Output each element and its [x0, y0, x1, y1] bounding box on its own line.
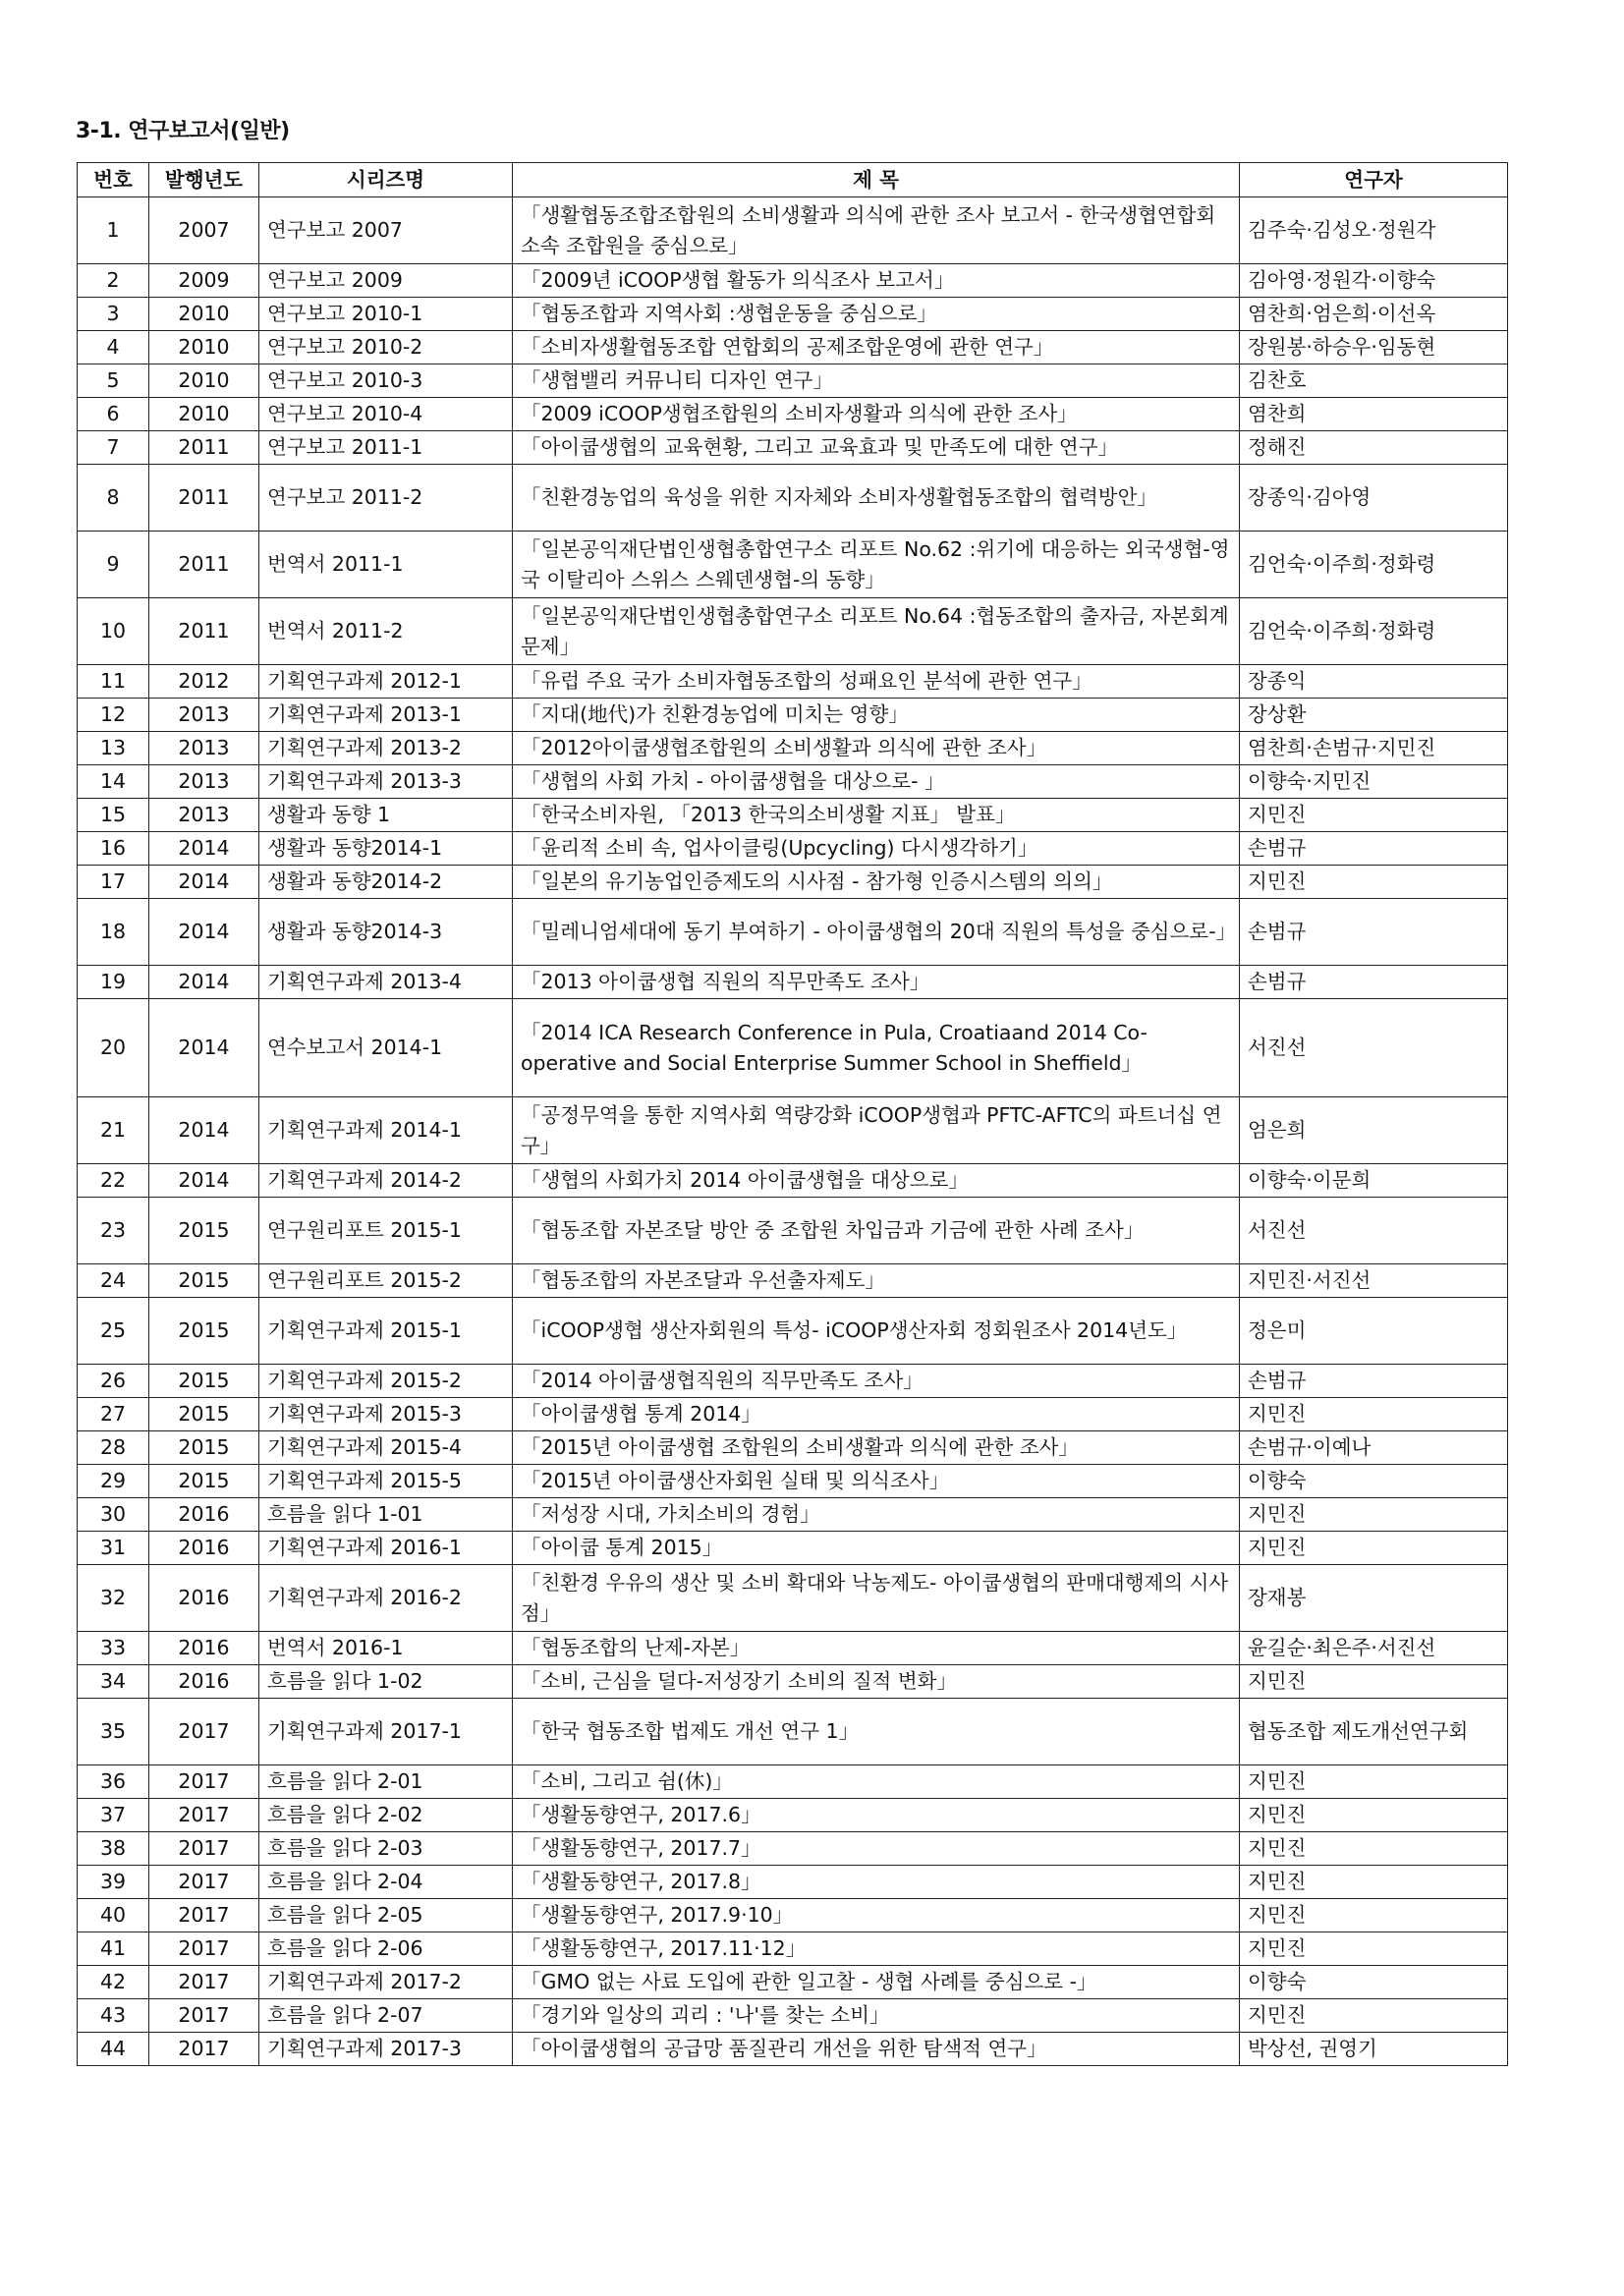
row-title: 「생활동향연구, 2017.8」: [513, 1866, 1240, 1899]
row-year: 2014: [149, 866, 259, 899]
row-number: 12: [78, 699, 149, 732]
row-number: 16: [78, 832, 149, 866]
row-number: 28: [78, 1431, 149, 1465]
row-author: 이향숙·이문희: [1240, 1164, 1508, 1198]
row-number: 5: [78, 364, 149, 398]
row-number: 38: [78, 1832, 149, 1866]
row-series: 흐름을 읽다 1-02: [259, 1665, 513, 1699]
row-year: 2017: [149, 1966, 259, 1999]
row-year: 2017: [149, 1765, 259, 1799]
row-title: 「경기와 일상의 괴리 : '나'를 찾는 소비」: [513, 1999, 1240, 2033]
table-row: [78, 1966, 1508, 1999]
row-number: 9: [78, 532, 149, 598]
row-series: 기획연구과제 2013-1: [259, 699, 513, 732]
row-year: 2016: [149, 1498, 259, 1532]
table-row: [78, 832, 1508, 866]
row-author: 지민진: [1240, 1899, 1508, 1932]
table-row: [78, 264, 1508, 298]
row-number: 35: [78, 1699, 149, 1765]
row-author: 이향숙: [1240, 1966, 1508, 1999]
row-author: 정해진: [1240, 431, 1508, 465]
row-series: 기획연구과제 2016-1: [259, 1532, 513, 1565]
row-number: 40: [78, 1899, 149, 1932]
row-year: 2013: [149, 699, 259, 732]
row-year: 2015: [149, 1465, 259, 1498]
row-author: 김찬호: [1240, 364, 1508, 398]
row-year: 2015: [149, 1298, 259, 1365]
row-year: 2013: [149, 799, 259, 832]
row-title: 「2014 ICA Research Conference in Pula, Croatiaand 2014 Co-operative and Social Enterprise Summer School in Sheffield」: [513, 999, 1240, 1097]
row-title: 「소비자생활협동조합 연합회의 공제조합운영에 관한 연구」: [513, 331, 1240, 364]
row-number: 22: [78, 1164, 149, 1198]
table-row: [78, 1164, 1508, 1198]
row-title: 「2009 iCOOP생협조합원의 소비자생활과 의식에 관한 조사」: [513, 398, 1240, 431]
row-year: 2013: [149, 732, 259, 765]
row-series: 흐름을 읽다 2-02: [259, 1799, 513, 1832]
row-author: 이향숙: [1240, 1465, 1508, 1498]
row-series: 번역서 2016-1: [259, 1632, 513, 1665]
row-number: 43: [78, 1999, 149, 2033]
row-year: 2011: [149, 598, 259, 665]
row-title: 「소비, 그리고 쉼(休)」: [513, 1765, 1240, 1799]
row-author: 김아영·정원각·이향숙: [1240, 264, 1508, 298]
row-year: 2017: [149, 1799, 259, 1832]
row-series: 기획연구과제 2013-2: [259, 732, 513, 765]
row-title: 「2015년 아이쿱생협 조합원의 소비생활과 의식에 관한 조사」: [513, 1431, 1240, 1465]
row-title: 「생협의 사회가치 2014 아이쿱생협을 대상으로」: [513, 1164, 1240, 1198]
row-year: 2014: [149, 832, 259, 866]
row-author: 지민진: [1240, 799, 1508, 832]
table-row: [78, 364, 1508, 398]
row-title: 「친환경농업의 육성을 위한 지자체와 소비자생활협동조합의 협력방안」: [513, 465, 1240, 532]
row-title: 「저성장 시대, 가치소비의 경험」: [513, 1498, 1240, 1532]
table-row: [78, 532, 1508, 598]
row-author: 이향숙·지민진: [1240, 765, 1508, 799]
row-year: 2014: [149, 899, 259, 966]
row-year: 2016: [149, 1532, 259, 1565]
row-author: 지민진: [1240, 1765, 1508, 1799]
table-row: [78, 1264, 1508, 1298]
row-number: 23: [78, 1198, 149, 1264]
row-year: 2011: [149, 431, 259, 465]
row-title: 「생활동향연구, 2017.9·10」: [513, 1899, 1240, 1932]
table-row: [78, 1632, 1508, 1665]
row-author: 박상선, 권영기: [1240, 2033, 1508, 2066]
row-author: 염찬희: [1240, 398, 1508, 431]
table-row: [78, 1899, 1508, 1932]
header-author: 연구자: [1240, 163, 1508, 197]
table-row: [78, 899, 1508, 966]
row-series: 연구보고 2007: [259, 197, 513, 264]
table-row: [78, 298, 1508, 331]
row-title: 「생협의 사회 가치 - 아이쿱생협을 대상으로- 」: [513, 765, 1240, 799]
row-series: 기획연구과제 2015-1: [259, 1298, 513, 1365]
row-year: 2012: [149, 665, 259, 699]
row-author: 지민진: [1240, 866, 1508, 899]
row-number: 33: [78, 1632, 149, 1665]
table-row: [78, 1565, 1508, 1632]
row-series: 기획연구과제 2014-1: [259, 1097, 513, 1164]
row-number: 27: [78, 1398, 149, 1431]
table-row: [78, 1932, 1508, 1966]
table-row: [78, 1799, 1508, 1832]
row-series: 연구보고 2009: [259, 264, 513, 298]
table-body: [78, 197, 1508, 2066]
row-series: 흐름을 읽다 2-03: [259, 1832, 513, 1866]
row-title: 「아이쿱생협 통계 2014」: [513, 1398, 1240, 1431]
table-row: [78, 431, 1508, 465]
row-year: 2009: [149, 264, 259, 298]
row-title: 「협동조합과 지역사회 :생협운동을 중심으로」: [513, 298, 1240, 331]
row-title: 「생협밸리 커뮤니티 디자인 연구」: [513, 364, 1240, 398]
row-author: 지민진: [1240, 1799, 1508, 1832]
row-title: 「2013 아이쿱생협 직원의 직무만족도 조사」: [513, 966, 1240, 999]
row-series: 기획연구과제 2015-5: [259, 1465, 513, 1498]
row-series: 연구보고 2011-2: [259, 465, 513, 532]
row-number: 42: [78, 1966, 149, 1999]
row-year: 2016: [149, 1665, 259, 1699]
table-row: [78, 2033, 1508, 2066]
row-title: 「아이쿱생협의 교육현황, 그리고 교육효과 및 만족도에 대한 연구」: [513, 431, 1240, 465]
row-series: 연구보고 2010-3: [259, 364, 513, 398]
row-author: 장종익·김아영: [1240, 465, 1508, 532]
row-title: 「유럽 주요 국가 소비자협동조합의 성패요인 분석에 관한 연구」: [513, 665, 1240, 699]
table-row: [78, 999, 1508, 1097]
table-row: [78, 598, 1508, 665]
row-author: 지민진: [1240, 1866, 1508, 1899]
row-year: 2014: [149, 966, 259, 999]
row-year: 2010: [149, 298, 259, 331]
row-author: 장종익: [1240, 665, 1508, 699]
table-row: [78, 398, 1508, 431]
row-year: 2013: [149, 765, 259, 799]
row-year: 2015: [149, 1264, 259, 1298]
row-author: 서진선: [1240, 999, 1508, 1097]
row-number: 15: [78, 799, 149, 832]
row-year: 2010: [149, 364, 259, 398]
table-row: [78, 1398, 1508, 1431]
section-title: 3-1. 연구보고서(일반): [76, 119, 290, 143]
row-number: 13: [78, 732, 149, 765]
row-title: 「생활협동조합조합원의 소비생활과 의식에 관한 조사 보고서 - 한국생협연합회 소속 조합원을 중심으로」: [513, 197, 1240, 264]
row-title: 「일본공익재단법인생협총합연구소 리포트 No.62 :위기에 대응하는 외국생협-영국 이탈리아 스위스 스웨덴생협-의 동향」: [513, 532, 1240, 598]
table-row: [78, 1832, 1508, 1866]
row-author: 지민진·서진선: [1240, 1264, 1508, 1298]
table-header-row: [78, 163, 1508, 197]
table-row: [78, 331, 1508, 364]
row-series: 기획연구과제 2015-4: [259, 1431, 513, 1465]
row-series: 연구보고 2010-2: [259, 331, 513, 364]
row-number: 7: [78, 431, 149, 465]
row-author: 손범규: [1240, 832, 1508, 866]
row-title: 「한국 협동조합 법제도 개선 연구 1」: [513, 1699, 1240, 1765]
row-series: 기획연구과제 2012-1: [259, 665, 513, 699]
row-year: 2015: [149, 1398, 259, 1431]
row-year: 2017: [149, 1866, 259, 1899]
report-table: [77, 162, 1508, 2066]
row-number: 14: [78, 765, 149, 799]
row-number: 2: [78, 264, 149, 298]
row-author: 장원봉·하승우·임동현: [1240, 331, 1508, 364]
row-author: 지민진: [1240, 1999, 1508, 2033]
row-number: 18: [78, 899, 149, 966]
row-series: 생활과 동향2014-3: [259, 899, 513, 966]
row-author: 김언숙·이주희·정화령: [1240, 598, 1508, 665]
row-title: 「아이쿱생협의 공급망 품질관리 개선을 위한 탐색적 연구」: [513, 2033, 1240, 2066]
row-number: 32: [78, 1565, 149, 1632]
row-series: 생활과 동향 1: [259, 799, 513, 832]
row-year: 2017: [149, 1999, 259, 2033]
row-author: 정은미: [1240, 1298, 1508, 1365]
table-row: [78, 765, 1508, 799]
row-author: 엄은희: [1240, 1097, 1508, 1164]
row-year: 2011: [149, 532, 259, 598]
row-year: 2014: [149, 1164, 259, 1198]
row-author: 염찬희·손범규·지민진: [1240, 732, 1508, 765]
row-year: 2017: [149, 1832, 259, 1866]
header-series: 시리즈명: [259, 163, 513, 197]
row-series: 기획연구과제 2015-3: [259, 1398, 513, 1431]
table-row: [78, 866, 1508, 899]
row-series: 흐름을 읽다 2-06: [259, 1932, 513, 1966]
row-series: 기획연구과제 2016-2: [259, 1565, 513, 1632]
row-title: 「iCOOP생협 생산자회원의 특성- iCOOP생산자회 정회원조사 2014년도」: [513, 1298, 1240, 1365]
row-title: 「협동조합의 난제-자본」: [513, 1632, 1240, 1665]
row-number: 30: [78, 1498, 149, 1532]
row-series: 연수보고서 2014-1: [259, 999, 513, 1097]
table-row: [78, 665, 1508, 699]
table-row: [78, 732, 1508, 765]
row-number: 6: [78, 398, 149, 431]
row-series: 흐름을 읽다 2-01: [259, 1765, 513, 1799]
row-year: 2016: [149, 1632, 259, 1665]
table-row: [78, 1699, 1508, 1765]
row-series: 흐름을 읽다 2-05: [259, 1899, 513, 1932]
table-row: [78, 1365, 1508, 1398]
row-author: 지민진: [1240, 1532, 1508, 1565]
row-author: 협동조합 제도개선연구회: [1240, 1699, 1508, 1765]
row-author: 손범규: [1240, 1365, 1508, 1398]
row-title: 「2015년 아이쿱생산자회원 실태 및 의식조사」: [513, 1465, 1240, 1498]
row-number: 3: [78, 298, 149, 331]
row-series: 기획연구과제 2013-4: [259, 966, 513, 999]
row-number: 37: [78, 1799, 149, 1832]
row-series: 기획연구과제 2013-3: [259, 765, 513, 799]
table-row: [78, 1532, 1508, 1565]
table-row: [78, 197, 1508, 264]
row-series: 흐름을 읽다 2-07: [259, 1999, 513, 2033]
row-series: 번역서 2011-1: [259, 532, 513, 598]
row-title: 「한국소비자원, 「2013 한국의소비생활 지표」 발표」: [513, 799, 1240, 832]
row-series: 연구원리포트 2015-1: [259, 1198, 513, 1264]
row-author: 손범규·이예나: [1240, 1431, 1508, 1465]
row-series: 기획연구과제 2017-1: [259, 1699, 513, 1765]
table-row: [78, 1866, 1508, 1899]
row-number: 25: [78, 1298, 149, 1365]
row-author: 손범규: [1240, 966, 1508, 999]
row-author: 장재봉: [1240, 1565, 1508, 1632]
row-series: 연구원리포트 2015-2: [259, 1264, 513, 1298]
row-author: 지민진: [1240, 1665, 1508, 1699]
table-row: [78, 966, 1508, 999]
row-year: 2007: [149, 197, 259, 264]
row-author: 염찬희·엄은희·이선옥: [1240, 298, 1508, 331]
row-year: 2011: [149, 465, 259, 532]
row-title: 「지대(地代)가 친환경농업에 미치는 영향」: [513, 699, 1240, 732]
row-number: 11: [78, 665, 149, 699]
table-row: [78, 1198, 1508, 1264]
row-number: 21: [78, 1097, 149, 1164]
row-title: 「친환경 우유의 생산 및 소비 확대와 낙농제도- 아이쿱생협의 판매대행제의 시사점」: [513, 1565, 1240, 1632]
row-series: 생활과 동향2014-1: [259, 832, 513, 866]
row-author: 지민진: [1240, 1498, 1508, 1532]
row-number: 24: [78, 1264, 149, 1298]
row-author: 윤길순·최은주·서진선: [1240, 1632, 1508, 1665]
row-number: 36: [78, 1765, 149, 1799]
row-title: 「협동조합의 자본조달과 우선출자제도」: [513, 1264, 1240, 1298]
table-row: [78, 799, 1508, 832]
row-year: 2017: [149, 1932, 259, 1966]
row-series: 기획연구과제 2015-2: [259, 1365, 513, 1398]
row-author: 지민진: [1240, 1832, 1508, 1866]
row-year: 2014: [149, 999, 259, 1097]
row-number: 41: [78, 1932, 149, 1966]
row-title: 「생활동향연구, 2017.6」: [513, 1799, 1240, 1832]
row-number: 29: [78, 1465, 149, 1498]
row-year: 2016: [149, 1565, 259, 1632]
row-number: 1: [78, 197, 149, 264]
row-year: 2017: [149, 1899, 259, 1932]
row-series: 기획연구과제 2014-2: [259, 1164, 513, 1198]
row-series: 기획연구과제 2017-2: [259, 1966, 513, 1999]
row-author: 장상환: [1240, 699, 1508, 732]
table-row: [78, 1999, 1508, 2033]
row-series: 기획연구과제 2017-3: [259, 2033, 513, 2066]
row-author: 서진선: [1240, 1198, 1508, 1264]
row-title: 「일본의 유기농업인증제도의 시사점 - 참가형 인증시스템의 의의」: [513, 866, 1240, 899]
row-series: 생활과 동향2014-2: [259, 866, 513, 899]
row-author: 김주숙·김성오·정원각: [1240, 197, 1508, 264]
row-series: 번역서 2011-2: [259, 598, 513, 665]
row-series: 연구보고 2010-1: [259, 298, 513, 331]
row-number: 17: [78, 866, 149, 899]
row-title: 「아이쿱 통계 2015」: [513, 1532, 1240, 1565]
row-number: 19: [78, 966, 149, 999]
row-title: 「윤리적 소비 속, 업사이클링(Upcycling) 다시생각하기」: [513, 832, 1240, 866]
row-year: 2015: [149, 1431, 259, 1465]
row-author: 손범규: [1240, 899, 1508, 966]
row-number: 34: [78, 1665, 149, 1699]
row-title: 「GMO 없는 사료 도입에 관한 일고찰 - 생협 사례를 중심으로 -」: [513, 1966, 1240, 1999]
row-series: 흐름을 읽다 1-01: [259, 1498, 513, 1532]
table-row: [78, 1498, 1508, 1532]
table-row: [78, 1298, 1508, 1365]
table-row: [78, 1431, 1508, 1465]
row-title: 「공정무역을 통한 지역사회 역량강화 iCOOP생협과 PFTC-AFTC의 파트너십 연구」: [513, 1097, 1240, 1164]
row-title: 「일본공익재단법인생협총합연구소 리포트 No.64 :협동조합의 출자금, 자본회계 문제」: [513, 598, 1240, 665]
header-year: 발행년도: [149, 163, 259, 197]
table-row: [78, 1465, 1508, 1498]
table-row: [78, 1765, 1508, 1799]
row-number: 31: [78, 1532, 149, 1565]
row-number: 4: [78, 331, 149, 364]
row-title: 「협동조합 자본조달 방안 중 조합원 차입금과 기금에 관한 사례 조사」: [513, 1198, 1240, 1264]
table-row: [78, 1097, 1508, 1164]
row-number: 10: [78, 598, 149, 665]
row-series: 연구보고 2010-4: [259, 398, 513, 431]
row-number: 20: [78, 999, 149, 1097]
row-author: 김언숙·이주희·정화령: [1240, 532, 1508, 598]
row-series: 연구보고 2011-1: [259, 431, 513, 465]
table-row: [78, 1665, 1508, 1699]
header-title: 제 목: [513, 163, 1240, 197]
row-number: 39: [78, 1866, 149, 1899]
table-row: [78, 465, 1508, 532]
row-number: 44: [78, 2033, 149, 2066]
row-title: 「2012아이쿱생협조합원의 소비생활과 의식에 관한 조사」: [513, 732, 1240, 765]
row-title: 「생활동향연구, 2017.7」: [513, 1832, 1240, 1866]
row-title: 「2014 아이쿱생협직원의 직무만족도 조사」: [513, 1365, 1240, 1398]
row-year: 2014: [149, 1097, 259, 1164]
row-title: 「소비, 근심을 덜다-저성장기 소비의 질적 변화」: [513, 1665, 1240, 1699]
row-year: 2010: [149, 331, 259, 364]
row-title: 「2009년 iCOOP생협 활동가 의식조사 보고서」: [513, 264, 1240, 298]
row-number: 26: [78, 1365, 149, 1398]
row-series: 흐름을 읽다 2-04: [259, 1866, 513, 1899]
row-year: 2017: [149, 2033, 259, 2066]
row-year: 2015: [149, 1365, 259, 1398]
row-year: 2010: [149, 398, 259, 431]
row-title: 「생활동향연구, 2017.11·12」: [513, 1932, 1240, 1966]
row-title: 「밀레니엄세대에 동기 부여하기 - 아이쿱생협의 20대 직원의 특성을 중심으로-」: [513, 899, 1240, 966]
row-author: 지민진: [1240, 1398, 1508, 1431]
row-author: 지민진: [1240, 1932, 1508, 1966]
row-year: 2015: [149, 1198, 259, 1264]
row-year: 2017: [149, 1699, 259, 1765]
header-no: 번호: [78, 163, 149, 197]
row-number: 8: [78, 465, 149, 532]
table-row: [78, 699, 1508, 732]
